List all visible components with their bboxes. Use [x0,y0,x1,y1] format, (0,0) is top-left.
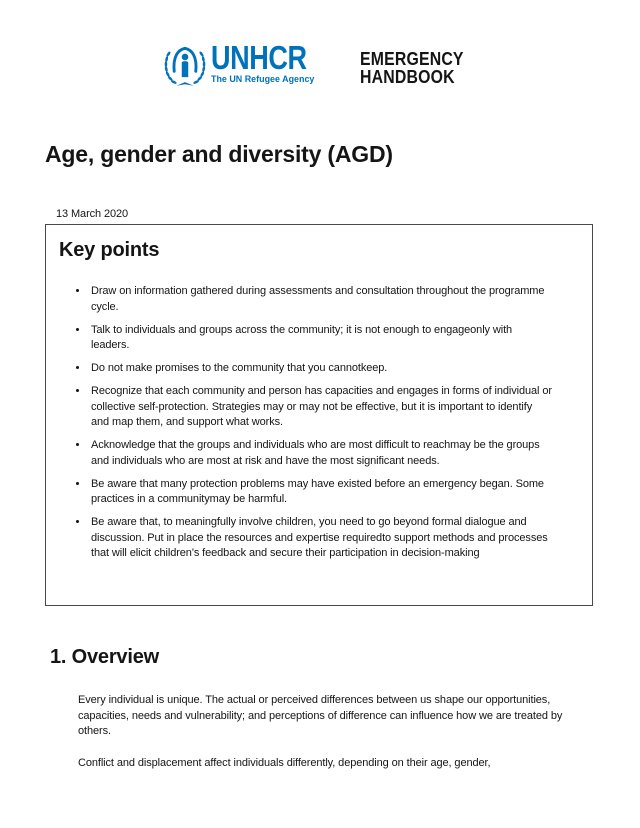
unhcr-emblem-icon [162,40,208,94]
list-item: • Be aware that many protection problems may have existed before an emergency began. Some practices in a communitymay be harmful. [89,477,553,508]
key-points-list [59,284,568,562]
unhcr-logo [162,40,328,94]
document-date: 13 March 2020 [56,208,129,220]
emergency-handbook-line1: EMERGENCY [359,49,464,69]
list-item: • Draw on information gathered during assessments and consultation throughout the programme cycle. [89,284,553,315]
list-item: • Do not make promises to the community that you cannotkeep. [89,361,553,377]
list-item: • Talk to individuals and groups across the community; it is not enough to engageonly with leaders. [89,323,553,354]
list-item: • Be aware that, to meaningfully involve children, you need to go beyond formal dialogue and discussion. Put in place the resources and expertise requiredto support methods and processes that will elicit children's feedback and secure their participation in decision-making [89,515,553,562]
page-header [0,40,640,94]
overview-section [50,646,590,787]
overview-paragraph: Every individual is unique. The actual or perceived differences between us shape our opportunities, capacities, needs and vulnerability; and perceptions of difference can influence how we are treated by others. [78,694,563,737]
overview-paragraph: Conflict and displacement affect individuals differently, depending on their age, gender, [78,756,491,769]
page-title: Age, gender and diversity (AGD) [45,141,393,167]
overview-heading: 1. Overview [50,646,159,668]
list-item: • Recognize that each community and person has capacities and engages in forms of individual or collective self-protection. Strategies may or may not be effective, but it is important to identify and map them, and support what works. [89,384,553,431]
unhcr-logo-text [211,40,328,85]
emergency-handbook-wordmark [360,51,464,86]
key-points-heading: Key points [59,239,160,261]
unhcr-wordmark: UNHCR [211,39,307,76]
unhcr-tagline: The UN Refugee Agency [211,74,315,85]
key-points-box [45,224,593,606]
list-item: • Acknowledge that the groups and individuals who are most difficult to reachmay be the groups and individuals who are most at risk and have the most significant needs. [89,438,553,469]
emergency-handbook-line2: HANDBOOK [359,66,455,87]
